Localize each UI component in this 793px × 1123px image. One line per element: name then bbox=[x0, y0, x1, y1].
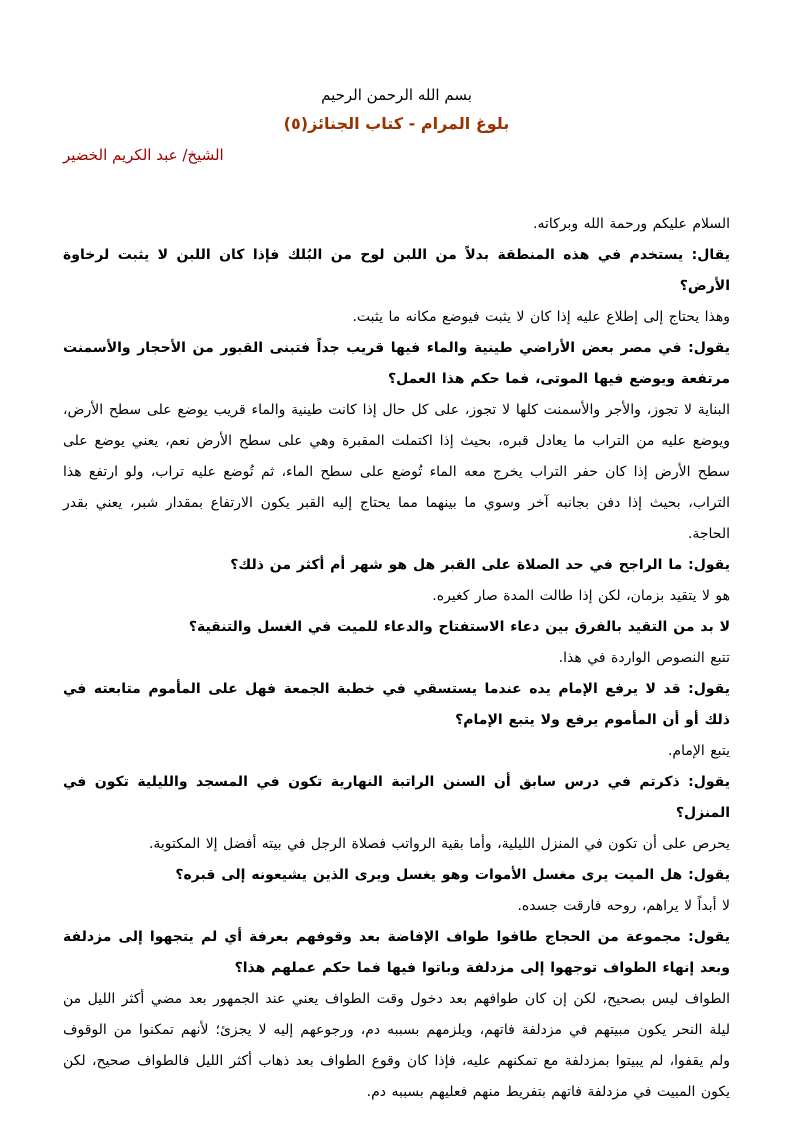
answer-paragraph: وهذا يحتاج إلى إطلاع عليه إذا كان لا يثبت فيوضع مكانه ما يثبت. bbox=[352, 309, 730, 325]
answer-paragraph: البناية لا تجوز، والأجر والأسمنت كلها لا تجوز، على كل حال إذا كانت طينية والماء قريب يوضع على سطح الأرض، ويوضع عليه من التراب ما يعادل قبره، بحيث إذا اكتملت المقبرة وهي على سطح الأرض نعم، يعني يوضع على سطح الأرض إذا كان حفر التراب يخرج معه الماء تُوضع على سطح الماء، ثم تُوضع عليه تراب، ولو ارتفع هذا التراب، بحيث إذا دفن بجانبه آخر وسوي ما بينهما مما يحتاج إليه القبر يكون الارتفاع بمقدار شبر، يعني بقدر الحاجة. bbox=[63, 402, 730, 542]
document-title: بلوغ المرام - كتاب الجنائز(٥) bbox=[283, 114, 510, 133]
question-paragraph: لا بد من التقيد بالفرق بين دعاء الاستفتاح والدعاء للميت في الغسل والتنقية؟ bbox=[188, 619, 730, 635]
basmala-line: بسم الله الرحمن الرحيم bbox=[321, 86, 472, 104]
question-paragraph: يقول: هل الميت يرى مغسل الأموات وهو يغسل ويرى الذين يشيعونه إلى قبره؟ bbox=[175, 867, 730, 883]
question-paragraph: يقول: ذكرتم في درس سابق أن السنن الراتبة النهارية تكون في المسجد والليلية تكون في المنزل؟ bbox=[63, 774, 730, 821]
question-paragraph: يقول: ما الراجح في حد الصلاة على القبر هل هو شهر أم أكثر من ذلك؟ bbox=[230, 557, 730, 573]
author-line: الشيخ/ عبد الكريم الخضير bbox=[63, 146, 224, 164]
answer-paragraph: تتبع النصوص الواردة في هذا. bbox=[558, 650, 730, 666]
answer-paragraph: لا أبداً لا يراهم، روحه فارقت جسده. bbox=[517, 898, 730, 914]
question-paragraph: يقال: يستخدم في هذه المنطقة بدلاً من اللبن لوح من البُلك فإذا كان اللبن لا يثبت لرخاوة الأرض؟ bbox=[63, 247, 730, 294]
question-paragraph: يقول: مجموعة من الحجاج طافوا طواف الإفاضة بعد وقوفهم بعرفة أي لم يتجهوا إلى مزدلفة وبعد إنهاء الطواف توجهوا إلى مزدلفة وباتوا فيها فما حكم عملهم هذا؟ bbox=[63, 929, 730, 976]
answer-paragraph: الطواف ليس بصحيح، لكن إن كان طوافهم بعد دخول وقت الطواف يعني عند الجمهور بعد مضي أكثر الليل من ليلة النحر يكون مبيتهم في مزدلفة فاتهم، ويلزمهم بسببه دم، ورجوعهم إليه لا يجزئ؛ لأنهم تمكنوا من الوقوف ولم يقفوا، لم يبيتوا بمزدلفة مع تمكنهم عليه، فإذا كان وقوع الطواف بعد ذهاب أكثر الليل فالطواف صحيح، لكن يكون المبيت في مزدلفة فاتهم بتفريط منهم فعليهم بسببه دم. bbox=[63, 991, 730, 1100]
document-header bbox=[63, 84, 730, 166]
question-paragraph: يقول: في مصر بعض الأراضي طينية والماء فيها قريب جداً فتبنى القبور من الأحجار والأسمنت مرتفعة ويوضع فيها الموتى، فما حكم هذا العمل؟ bbox=[63, 340, 730, 387]
greeting-paragraph: السلام عليكم ورحمة الله وبركاته. bbox=[533, 216, 730, 232]
answer-paragraph: يتبع الإمام. bbox=[667, 743, 730, 759]
answer-paragraph: هو لا يتقيد بزمان، لكن إذا طالت المدة صار كغيره. bbox=[432, 588, 730, 604]
answer-paragraph: يحرص على أن تكون في المنزل الليلية، وأما بقية الرواتب فصلاة الرجل في بيته أفضل إلا المكتوبة. bbox=[148, 836, 730, 852]
question-paragraph: يقول: قد لا يرفع الإمام يده عندما يستسقي في خطبة الجمعة فهل على المأموم متابعته في ذلك أو أن المأموم يرفع ولا يتبع الإمام؟ bbox=[63, 681, 730, 728]
document-body bbox=[63, 209, 730, 1108]
